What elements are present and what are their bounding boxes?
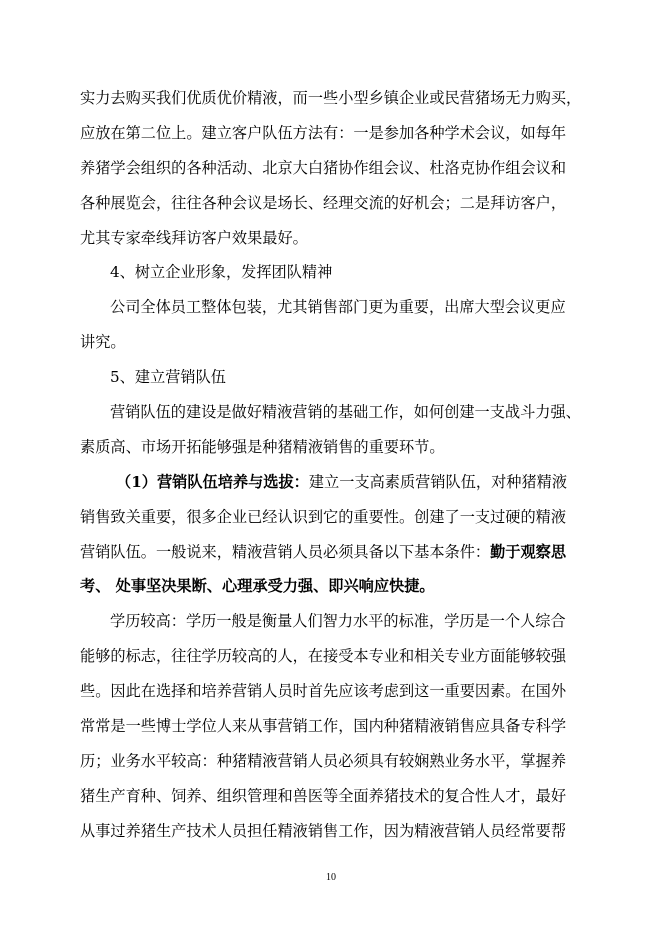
text-line: 养猪学会组织的各种活动、北京大白猪协作组会议、杜洛克协作组会议和 bbox=[80, 158, 566, 177]
text-line: 讲究。 bbox=[80, 333, 126, 352]
subsection-heading: （1）营销队伍培养与选拔： bbox=[116, 472, 309, 491]
text-line: 历；业务水平较高：种猪精液营销人员必须具有较娴熟业务水平，掌握养 bbox=[80, 751, 566, 770]
text-line: 从事过养猪生产技术人员担任精液销售工作，因为精液营销人员经常要帮 bbox=[80, 821, 566, 840]
text-line: 些。因此在选择和培养营销人员时首先应该考虑到这一重要因素。在国外 bbox=[80, 682, 566, 701]
page-number: 10 bbox=[326, 872, 336, 883]
text-line: 实力去购买我们优质优价精液，而一些小型乡镇企业或民营猪场无力购买， bbox=[80, 89, 582, 107]
text-line bbox=[80, 465, 582, 500]
text-line: 各种展览会，往往各种会议是场长、经理交流的好机会；二是拜访客户， bbox=[80, 193, 566, 212]
text-line bbox=[80, 535, 582, 570]
section-heading-5: 5、建立营销队伍 bbox=[110, 368, 226, 387]
text-line: 尤其专家牵线拜访客户效果最好。 bbox=[80, 228, 308, 247]
section-heading-4: 4、树立企业形象，发挥团队精神 bbox=[110, 263, 333, 282]
text-line: 公司全体员工整体包装，尤其销售部门更为重要，出席大型会议更应 bbox=[110, 298, 566, 317]
text-line: 学历较高：学历一般是衡量人们智力水平的标准，学历是一个人综合 bbox=[110, 612, 566, 631]
text-line: 猪生产育种、饲养、组织管理和兽医等全面养猪技术的复合性人才，最好 bbox=[80, 786, 566, 805]
bold-line: 考、 处事坚决果断、心理承受力强、即兴响应快捷。 bbox=[80, 577, 435, 596]
text-line: 常常是一些博士学位人来从事营销工作，国内种猪精液销售应具备专科学 bbox=[80, 717, 566, 736]
text-line: 营销队伍的建设是做好精液营销的基础工作，如何创建一支战斗力强、 bbox=[110, 403, 581, 422]
text-line: 能够的标志，往往学历较高的人，在接受本专业和相关专业方面能够较强 bbox=[80, 647, 566, 666]
text-line: 销售致关重要，很多企业已经认识到它的重要性。创建了一支过硬的精液 bbox=[80, 507, 566, 526]
text-fragment: 营销队伍。一般说来，精液营销人员必须具备以下基本条件： bbox=[80, 542, 491, 561]
text-fragment: 建立一支高素质营销队伍，对种猪精液 bbox=[308, 472, 568, 491]
text-line: 素质高、市场开拓能够强是种猪精液销售的重要环节。 bbox=[80, 437, 445, 456]
bold-fragment: 勤于观察思 bbox=[490, 542, 566, 561]
body-text bbox=[80, 81, 582, 849]
text-line: 应放在第二位上。建立客户队伍方法有：一是参加各种学术会议，如每年 bbox=[80, 123, 566, 142]
